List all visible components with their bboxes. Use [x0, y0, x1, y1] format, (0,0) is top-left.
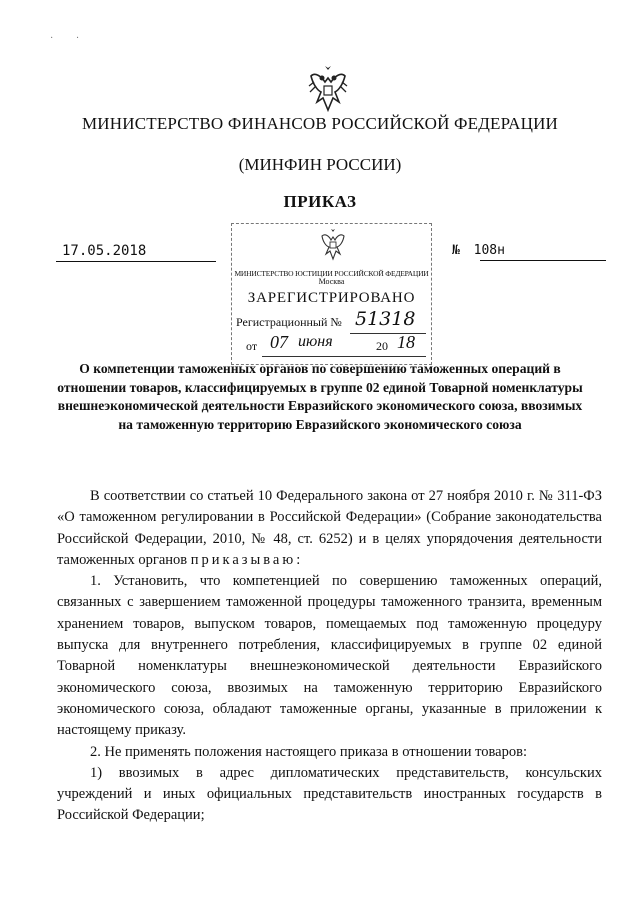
stamp-date-underline [262, 356, 426, 357]
order-title: О компетенции таможенных органов по совершению таможенных операций в отношении товаров, классифицируемых в группе 02 единой Товарной номенклатуры внешнеэкономической деятельности Евразийского экономического союза, ввозимых на таможенную территорию Евразийского экономического союза [57, 361, 583, 432]
document-type: ПРИКАЗ [283, 192, 357, 211]
order-number-label: № [452, 243, 460, 258]
ministry-short-name: (МИНФИН РОССИИ) [238, 155, 402, 174]
preamble-text: В соответствии со статьей 10 Федерального закона от 27 ноября 2010 г. № 311-ФЗ «О таможенном регулировании в Российской Федерации» (Собрание законодательства Российской Федерации, 2010, № 48, ст. 6252) и в целях упорядочения деятельности таможенных органов [57, 488, 602, 568]
coat-of-arms-icon [305, 64, 351, 114]
preamble-paragraph [57, 486, 602, 571]
stamp-reg-number-label: Регистрационный № [236, 315, 342, 329]
registration-stamp [231, 223, 432, 365]
stamp-registered: ЗАРЕГИСТРИРОВАНО [247, 290, 416, 306]
stamp-organization: МИНИСТЕРСТВО ЮСТИЦИИ РОССИЙСКОЙ ФЕДЕРАЦИИ [234, 269, 429, 278]
date-underline [56, 261, 216, 262]
stamp-year-prefix: 20 [376, 339, 388, 353]
stamp-from-label: от [246, 339, 258, 353]
ministry-name: МИНИСТЕРСТВО ФИНАНСОВ РОССИЙСКОЙ ФЕДЕРАЦИИ [81, 114, 559, 133]
stamp-day: 07 [270, 332, 288, 352]
order-number-value: 108н [473, 243, 505, 258]
paragraph-2: 2. Не применять положения настоящего приказа в отношении товаров: [90, 743, 527, 760]
stamp-city: Москва [318, 277, 345, 286]
number-underline [480, 260, 606, 261]
stamp-year-suffix: 18 [397, 332, 415, 352]
order-number [452, 243, 505, 258]
prikazyvayu-word: приказываю: [190, 551, 304, 568]
paragraph-1: 1. Установить, что компетенцией по совершению таможенных операций, связанных с завершением таможенной процедуры таможенного транзита, временным хранением товаров, выпуском товаров, помещаемых под таможенную процедуру выпуска для внутреннего потребления, классифицируемых в группе 02 единой Товарной номенклатуры внешнеэкономической деятельности Евразийского экономического союза, ввозимых на таможенную территорию Евразийского экономического союза, обладают таможенные органы, указанные в приложении к настоящему приказу. [57, 573, 602, 739]
order-date: 17.05.2018 [62, 243, 147, 259]
stamp-emblem-icon [318, 228, 348, 262]
stamp-reg-number: 51318 [355, 308, 416, 330]
paragraph-2-item-1: 1) ввозимых в адрес дипломатических представительств, консульских учреждений и иных официальных представительств иностранных государств в Российской Федерации; [57, 764, 602, 824]
scan-specks: · · [50, 33, 80, 44]
order-body [57, 486, 602, 827]
stamp-month: июня [298, 333, 333, 350]
